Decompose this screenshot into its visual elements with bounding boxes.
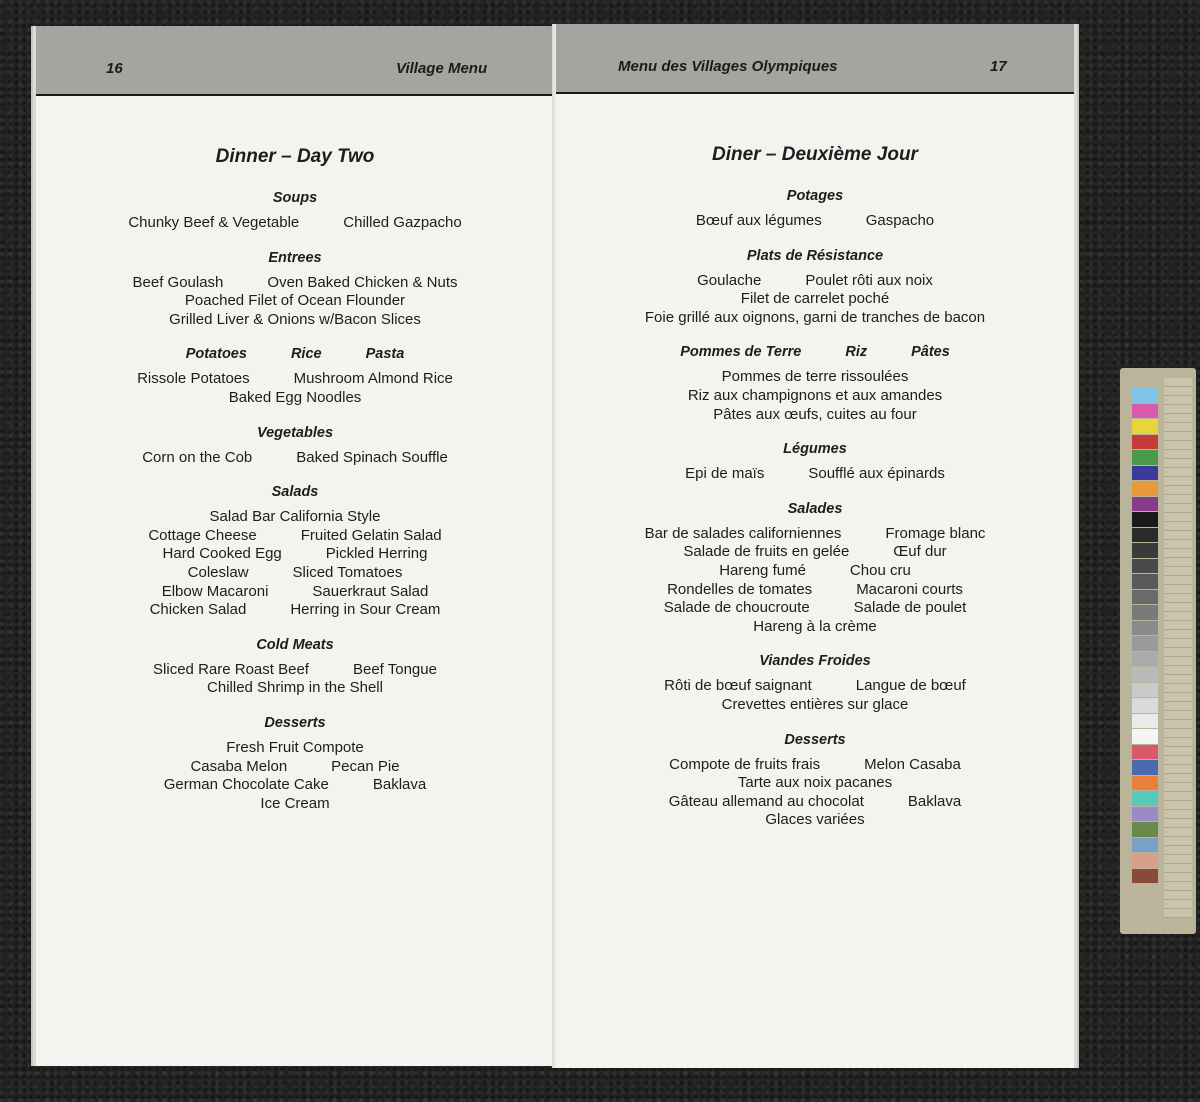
section-heading xyxy=(556,732,1074,748)
menu-row xyxy=(36,274,554,293)
calibration-swatches xyxy=(1132,388,1158,884)
menu-item: Œuf dur xyxy=(893,543,947,561)
menu-section xyxy=(36,637,554,698)
section-heading xyxy=(556,653,1074,669)
menu-row xyxy=(556,465,1074,484)
calibration-swatch xyxy=(1132,419,1158,434)
calibration-swatch xyxy=(1132,388,1158,403)
menu-row xyxy=(556,599,1074,618)
calibration-swatch xyxy=(1132,497,1158,512)
menu-row xyxy=(36,795,554,814)
menu-row xyxy=(556,290,1074,309)
section-heading-label: Soups xyxy=(272,190,318,206)
menu-section xyxy=(36,484,554,620)
section-heading-label: Légumes xyxy=(783,441,847,458)
calibration-swatch xyxy=(1132,590,1158,605)
calibration-swatch xyxy=(1132,760,1158,775)
menu-item: Chilled Gazpacho xyxy=(343,214,462,231)
menu-item: Crevettes entières sur glace xyxy=(721,695,909,713)
menu-section xyxy=(36,190,554,233)
menu-item: Chilled Shrimp in the Shell xyxy=(207,679,383,697)
menu-section xyxy=(36,346,554,407)
menu-item: German Chocolate Cake xyxy=(163,776,329,794)
right-running-head: Menu des Villages Olympiques xyxy=(618,58,838,75)
menu-item: Poached Filet of Ocean Flounder xyxy=(184,292,406,310)
menu-item: Compote de fruits frais xyxy=(669,755,821,773)
menu-row xyxy=(36,583,554,602)
calibration-swatch xyxy=(1132,683,1158,698)
menu-item: Bar de salades californiennes xyxy=(644,524,842,542)
menu-item: Gaspacho xyxy=(865,212,935,229)
menu-item: Salade de choucroute xyxy=(663,599,810,617)
calibration-swatch xyxy=(1132,698,1158,713)
menu-item: Macaroni courts xyxy=(856,580,963,598)
menu-item: Sauerkraut Salad xyxy=(312,582,429,600)
menu-row xyxy=(556,756,1074,775)
menu-row xyxy=(36,601,554,620)
calibration-swatch xyxy=(1132,807,1158,822)
calibration-swatch xyxy=(1132,574,1158,589)
section-heading-label: Pasta xyxy=(365,346,405,363)
section-heading xyxy=(556,248,1074,264)
menu-item: Baklava xyxy=(372,776,427,794)
menu-row xyxy=(556,272,1074,291)
section-heading-label: Desserts xyxy=(264,714,326,731)
menu-row xyxy=(556,406,1074,425)
section-heading xyxy=(556,441,1074,457)
left-running-head: Village Menu xyxy=(396,60,488,77)
right-menu-title: Diner – Deuxième Jour xyxy=(712,144,918,165)
section-heading-label: Salads xyxy=(271,484,319,501)
left-page xyxy=(36,26,554,1066)
menu-item: Salad Bar California Style xyxy=(209,508,381,526)
calibration-swatch xyxy=(1132,605,1158,620)
menu-row xyxy=(556,562,1074,581)
section-heading xyxy=(36,190,554,206)
section-heading-label: Plats de Résistance xyxy=(746,247,884,264)
menu-row xyxy=(36,776,554,795)
menu-item: Fromage blanc xyxy=(885,524,986,542)
calibration-swatch xyxy=(1132,745,1158,760)
menu-row xyxy=(36,527,554,546)
calibration-swatch xyxy=(1132,450,1158,465)
menu-item: Chicken Salad xyxy=(149,601,247,619)
calibration-swatch xyxy=(1132,636,1158,651)
left-page-header xyxy=(36,26,554,96)
section-heading-label: Pommes de Terre xyxy=(680,344,802,361)
menu-row xyxy=(556,677,1074,696)
menu-row xyxy=(36,545,554,564)
calibration-swatch xyxy=(1132,729,1158,744)
calibration-swatch xyxy=(1132,404,1158,419)
menu-item: Riz aux champignons et aux amandes xyxy=(687,386,943,404)
menu-row xyxy=(556,811,1074,830)
menu-item: Grilled Liver & Onions w/Bacon Slices xyxy=(169,310,421,328)
section-heading xyxy=(556,344,1074,360)
calibration-swatch xyxy=(1132,481,1158,496)
menu-row xyxy=(556,387,1074,406)
menu-row xyxy=(556,581,1074,600)
menu-row xyxy=(556,618,1074,637)
menu-row xyxy=(556,696,1074,715)
section-heading xyxy=(36,637,554,653)
section-heading-label: Pâtes xyxy=(911,344,950,361)
menu-section xyxy=(36,250,554,330)
menu-item: Oven Baked Chicken & Nuts xyxy=(267,273,458,291)
menu-item: Chunky Beef & Vegetable xyxy=(128,214,300,231)
menu-item: Tarte aux noix pacanes xyxy=(737,774,893,792)
section-heading-label: Salades xyxy=(787,500,843,517)
section-heading-label: Viandes Froides xyxy=(759,653,871,670)
calibration-swatch xyxy=(1132,853,1158,868)
right-page-number: 17 xyxy=(990,58,1007,75)
section-heading-label: Potages xyxy=(786,188,844,204)
menu-row xyxy=(556,212,1074,231)
section-heading-label: Rice xyxy=(290,346,322,363)
menu-row xyxy=(36,370,554,389)
menu-item: Chou cru xyxy=(849,561,911,579)
section-heading-label: Vegetables xyxy=(256,424,334,441)
menu-item: Elbow Macaroni xyxy=(161,582,269,600)
menu-row xyxy=(556,543,1074,562)
menu-item: Sliced Rare Roast Beef xyxy=(153,660,309,678)
menu-section xyxy=(556,732,1074,830)
section-heading-label: Entrees xyxy=(268,249,322,266)
menu-row xyxy=(36,311,554,330)
section-heading xyxy=(36,484,554,500)
calibration-swatch xyxy=(1132,512,1158,527)
calibration-swatch xyxy=(1132,838,1158,853)
menu-item: Hareng à la crème xyxy=(753,617,877,635)
section-heading xyxy=(36,346,554,362)
menu-item: Baked Spinach Souffle xyxy=(296,448,448,466)
menu-section xyxy=(556,441,1074,484)
section-heading-label: Riz xyxy=(845,344,868,361)
left-page-number: 16 xyxy=(106,60,123,77)
calibration-swatch xyxy=(1132,714,1158,729)
menu-item: Glaces variées xyxy=(765,811,865,829)
menu-item: Herring in Sour Cream xyxy=(290,601,441,619)
calibration-swatch xyxy=(1132,652,1158,667)
menu-section xyxy=(556,188,1074,231)
menu-item: Salade de poulet xyxy=(853,599,967,617)
calibration-swatch xyxy=(1132,559,1158,574)
section-heading-label: Desserts xyxy=(784,731,846,748)
section-heading-label: Cold Meats xyxy=(256,636,334,653)
section-heading xyxy=(36,425,554,441)
menu-row xyxy=(556,525,1074,544)
menu-item: Corn on the Cob xyxy=(142,448,253,466)
menu-row xyxy=(36,292,554,311)
calibration-swatch xyxy=(1132,667,1158,682)
menu-row xyxy=(36,508,554,527)
menu-item: Epi de maïs xyxy=(685,465,765,483)
color-calibration-strip xyxy=(1120,368,1196,934)
menu-item: Baked Egg Noodles xyxy=(228,388,362,406)
calibration-swatch xyxy=(1132,466,1158,481)
menu-section xyxy=(556,653,1074,714)
menu-item: Goulache xyxy=(697,271,762,289)
menu-item: Coleslaw xyxy=(187,563,249,581)
menu-row xyxy=(36,679,554,698)
menu-item: Pecan Pie xyxy=(331,757,400,775)
menu-item: Fruited Gelatin Salad xyxy=(300,526,442,544)
menu-item: Pâtes aux œufs, cuites au four xyxy=(713,405,917,423)
right-page xyxy=(556,24,1074,1068)
right-page-header xyxy=(556,24,1074,94)
calibration-swatch xyxy=(1132,822,1158,837)
menu-item: Poulet rôti aux noix xyxy=(805,271,933,289)
section-heading xyxy=(36,715,554,731)
menu-item: Baklava xyxy=(907,792,962,810)
calibration-scale xyxy=(1164,378,1192,918)
menu-item: Beef Tongue xyxy=(352,660,437,678)
menu-section xyxy=(36,425,554,468)
menu-item: Foie grillé aux oignons, garni de tranches de bacon xyxy=(644,308,986,326)
menu-item: Gâteau allemand au chocolat xyxy=(668,792,864,810)
calibration-swatch xyxy=(1132,543,1158,558)
section-heading-label: Potatoes xyxy=(185,346,247,363)
calibration-swatch xyxy=(1132,776,1158,791)
calibration-swatch xyxy=(1132,621,1158,636)
menu-item: Langue de bœuf xyxy=(855,677,966,695)
left-menu-content xyxy=(36,146,554,830)
section-heading xyxy=(36,250,554,266)
right-menu-content xyxy=(556,144,1074,847)
menu-section xyxy=(556,248,1074,328)
menu-item: Pickled Herring xyxy=(325,545,428,563)
menu-section xyxy=(556,344,1074,424)
menu-row xyxy=(36,564,554,583)
menu-item: Rôti de bœuf saignant xyxy=(664,677,812,695)
menu-row xyxy=(556,774,1074,793)
calibration-swatch xyxy=(1132,528,1158,543)
menu-item: Rondelles de tomates xyxy=(667,580,813,598)
menu-item: Casaba Melon xyxy=(190,757,288,775)
menu-item: Mushroom Almond Rice xyxy=(293,370,453,388)
menu-row xyxy=(36,661,554,680)
menu-section xyxy=(36,715,554,813)
menu-row xyxy=(556,309,1074,328)
menu-row xyxy=(36,449,554,468)
menu-item: Sliced Tomatoes xyxy=(292,563,403,581)
menu-row xyxy=(36,389,554,408)
calibration-swatch xyxy=(1132,791,1158,806)
menu-item: Soufflé aux épinards xyxy=(808,465,945,483)
menu-item: Beef Goulash xyxy=(132,273,224,291)
calibration-swatch xyxy=(1132,869,1158,884)
menu-row xyxy=(556,793,1074,812)
menu-item: Pommes de terre rissoulées xyxy=(721,368,909,386)
menu-item: Cottage Cheese xyxy=(148,526,257,544)
section-heading xyxy=(556,501,1074,517)
menu-row xyxy=(36,214,554,233)
calibration-swatch xyxy=(1132,435,1158,450)
section-heading xyxy=(556,188,1074,204)
menu-item: Melon Casaba xyxy=(864,755,961,773)
menu-section xyxy=(556,501,1074,637)
menu-item: Fresh Fruit Compote xyxy=(226,738,364,756)
menu-row xyxy=(36,739,554,758)
left-menu-title: Dinner – Day Two xyxy=(215,146,375,167)
menu-item: Ice Cream xyxy=(260,794,330,812)
menu-item: Filet de carrelet poché xyxy=(740,290,890,308)
menu-item: Hard Cooked Egg xyxy=(162,545,282,563)
menu-row xyxy=(36,758,554,777)
menu-item: Hareng fumé xyxy=(719,561,806,579)
menu-item: Bœuf aux légumes xyxy=(695,212,822,229)
menu-item: Rissole Potatoes xyxy=(137,370,250,388)
menu-item: Salade de fruits en gelée xyxy=(683,543,850,561)
menu-row xyxy=(556,368,1074,387)
